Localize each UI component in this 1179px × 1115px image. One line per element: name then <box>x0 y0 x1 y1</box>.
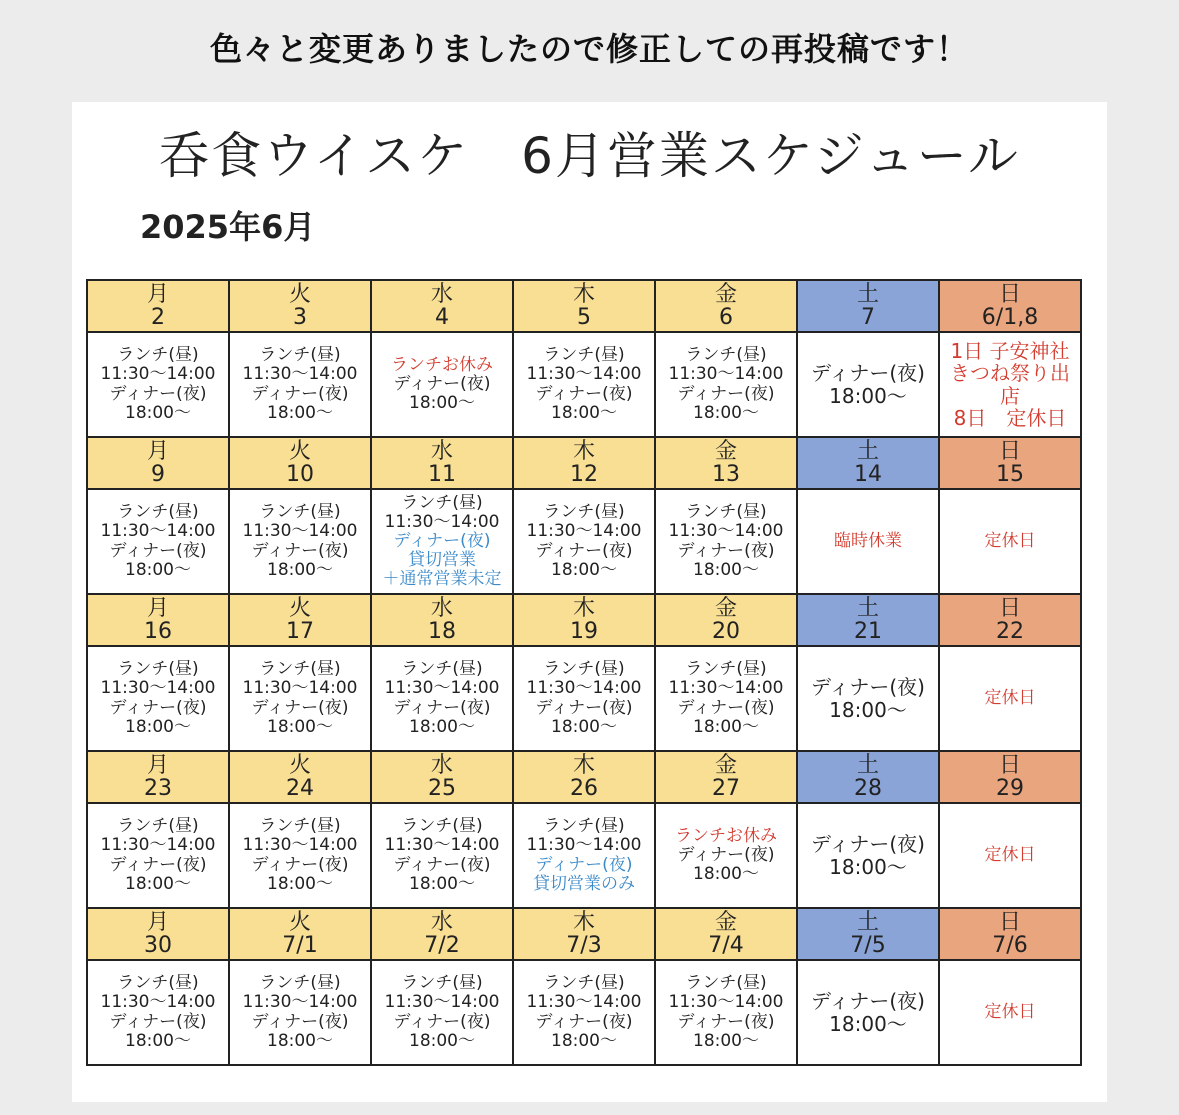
day-header-mon <box>87 751 229 803</box>
hours-text: ディナー(夜) <box>393 854 491 875</box>
hours-text: 11:30〜14:00 <box>526 835 642 856</box>
day-header-sun <box>939 751 1081 803</box>
hours-text: 18:00〜 <box>125 559 191 580</box>
day-header-wed <box>371 751 513 803</box>
hours-text: 11:30〜14:00 <box>526 992 642 1013</box>
weekday-label: 月 <box>146 281 169 307</box>
weekday-label: 木 <box>572 438 595 464</box>
hours-text: 18:00〜 <box>125 1030 191 1051</box>
week-header-row <box>87 751 1081 803</box>
hours-text: ランチ(昼) <box>117 659 199 680</box>
date-label: 7/6 <box>992 933 1028 958</box>
hours-text: ディナー(夜) <box>810 832 925 857</box>
hours-text: 18:00〜 <box>693 716 759 737</box>
hours-text: ディナー(夜) <box>109 854 207 875</box>
hours-text: ランチお休み <box>675 825 777 846</box>
day-header-mon <box>87 280 229 332</box>
day-header-wed <box>371 280 513 332</box>
weekday-label: 水 <box>430 595 453 621</box>
weekday-label: 日 <box>998 595 1021 621</box>
day-hours-cell <box>939 803 1081 908</box>
hours-text: 18:00〜 <box>409 716 475 737</box>
hours-text: 臨時休業 <box>834 530 902 551</box>
hours-text: 18:00〜 <box>693 864 759 885</box>
hours-text: 11:30〜14:00 <box>668 364 784 385</box>
hours-text: 11:30〜14:00 <box>668 992 784 1013</box>
hours-text: ランチ(昼) <box>117 973 199 994</box>
weekday-label: 日 <box>998 438 1021 464</box>
hours-text: ディナー(夜) <box>393 1011 491 1032</box>
hours-text: 18:00〜 <box>829 697 907 722</box>
hours-text: 18:00〜 <box>409 393 475 414</box>
weekday-label: 水 <box>430 281 453 307</box>
hours-text: 11:30〜14:00 <box>384 678 500 699</box>
hours-text: 貸切営業 <box>408 550 476 571</box>
weekday-label: 木 <box>572 595 595 621</box>
weekday-label: 木 <box>572 281 595 307</box>
hours-text: ディナー(夜) <box>677 1011 775 1032</box>
hours-text: ディナー(夜) <box>810 361 925 386</box>
schedule-card <box>72 102 1107 1102</box>
day-hours-cell <box>513 960 655 1065</box>
hours-text: 18:00〜 <box>693 1030 759 1051</box>
weekday-label: 日 <box>998 281 1021 307</box>
hours-text: 11:30〜14:00 <box>384 835 500 856</box>
week-hours-row <box>87 960 1081 1065</box>
hours-text: 8日 定休日 <box>953 405 1067 430</box>
weekday-label: 金 <box>714 281 737 307</box>
date-label: 18 <box>428 619 456 644</box>
hours-text: ディナー(夜) <box>535 1011 633 1032</box>
weekday-label: 土 <box>856 909 879 935</box>
hours-text: ディナー(夜) <box>677 844 775 865</box>
hours-text: 18:00〜 <box>267 559 333 580</box>
hours-text: ディナー(夜) <box>677 540 775 561</box>
hours-text: ディナー(夜) <box>251 697 349 718</box>
hours-text: 11:30〜14:00 <box>242 521 358 542</box>
weekday-label: 月 <box>146 752 169 778</box>
hours-text: 18:00〜 <box>267 716 333 737</box>
day-header-tue <box>229 594 371 646</box>
hours-text: ランチお休み <box>391 354 493 375</box>
schedule-month: 2025年6月 <box>140 208 316 246</box>
date-label: 7/3 <box>566 933 602 958</box>
hours-text: ディナー(夜) <box>109 383 207 404</box>
day-header-thu <box>513 437 655 489</box>
hours-text: ディナー(夜) <box>109 697 207 718</box>
day-hours-cell <box>939 489 1081 594</box>
day-hours-cell <box>797 646 939 751</box>
day-header-sat <box>797 594 939 646</box>
day-hours-cell <box>655 489 797 594</box>
hours-text: 18:00〜 <box>551 402 617 423</box>
hours-text: ランチ(昼) <box>401 492 483 513</box>
hours-text: ディナー(夜) <box>535 540 633 561</box>
hours-text: 18:00〜 <box>267 1030 333 1051</box>
day-hours-cell <box>513 803 655 908</box>
date-label: 22 <box>996 619 1024 644</box>
date-label: 6 <box>719 305 733 330</box>
hours-text: 11:30〜14:00 <box>100 678 216 699</box>
hours-text: 18:00〜 <box>125 873 191 894</box>
day-hours-cell <box>229 332 371 437</box>
hours-text: 11:30〜14:00 <box>242 835 358 856</box>
hours-text: 18:00〜 <box>551 1030 617 1051</box>
date-label: 20 <box>712 619 740 644</box>
hours-text: ランチ(昼) <box>117 816 199 837</box>
day-hours-cell <box>371 646 513 751</box>
hours-text: ランチ(昼) <box>543 973 625 994</box>
weekday-label: 火 <box>288 438 311 464</box>
hours-text: ランチ(昼) <box>401 816 483 837</box>
weekday-label: 火 <box>288 281 311 307</box>
date-label: 3 <box>293 305 307 330</box>
day-hours-cell <box>939 332 1081 437</box>
day-hours-cell <box>797 803 939 908</box>
day-header-mon <box>87 594 229 646</box>
weekday-label: 土 <box>856 438 879 464</box>
day-hours-cell <box>229 489 371 594</box>
weekday-label: 日 <box>998 752 1021 778</box>
day-header-tue <box>229 437 371 489</box>
hours-text: ランチ(昼) <box>401 659 483 680</box>
hours-text: ディナー(夜) <box>251 854 349 875</box>
day-hours-cell <box>87 803 229 908</box>
day-hours-cell <box>87 646 229 751</box>
date-label: 17 <box>286 619 314 644</box>
hours-text: きつね祭り出 <box>950 361 1070 386</box>
hours-text: 11:30〜14:00 <box>526 364 642 385</box>
date-label: 15 <box>996 462 1024 487</box>
day-header-sat <box>797 908 939 960</box>
hours-text: ディナー(夜) <box>393 530 491 551</box>
date-label: 7 <box>861 305 875 330</box>
hours-text: 18:00〜 <box>125 716 191 737</box>
schedule-title: 呑食ウイスケ 6月営業スケジュール <box>159 127 1020 185</box>
day-hours-cell <box>229 803 371 908</box>
week-header-row <box>87 280 1081 332</box>
weekday-label: 土 <box>856 752 879 778</box>
date-label: 30 <box>144 933 172 958</box>
hours-text: 11:30〜14:00 <box>100 992 216 1013</box>
hours-text: ランチ(昼) <box>685 973 767 994</box>
day-header-mon <box>87 437 229 489</box>
hours-text: 18:00〜 <box>829 1011 907 1036</box>
date-label: 29 <box>996 776 1024 801</box>
date-label: 10 <box>286 462 314 487</box>
hours-text: ディナー(夜) <box>677 383 775 404</box>
hours-text: 18:00〜 <box>551 716 617 737</box>
hours-text: ディナー(夜) <box>393 373 491 394</box>
weekday-label: 日 <box>998 909 1021 935</box>
day-hours-cell <box>797 489 939 594</box>
hours-text: 18:00〜 <box>409 1030 475 1051</box>
hours-text: 11:30〜14:00 <box>242 678 358 699</box>
hours-text: ランチ(昼) <box>401 973 483 994</box>
weekday-label: 火 <box>288 752 311 778</box>
day-hours-cell <box>797 960 939 1065</box>
day-header-sat <box>797 437 939 489</box>
date-label: 26 <box>570 776 598 801</box>
hours-text: ディナー(夜) <box>109 540 207 561</box>
weekday-label: 金 <box>714 438 737 464</box>
day-hours-cell <box>797 332 939 437</box>
hours-text: 11:30〜14:00 <box>668 521 784 542</box>
hours-text: 11:30〜14:00 <box>384 992 500 1013</box>
hours-text: 11:30〜14:00 <box>100 521 216 542</box>
day-hours-cell <box>939 646 1081 751</box>
day-header-sun <box>939 280 1081 332</box>
week-header-row <box>87 437 1081 489</box>
hours-text: ランチ(昼) <box>543 659 625 680</box>
day-hours-cell <box>513 489 655 594</box>
date-label: 16 <box>144 619 172 644</box>
day-header-fri <box>655 908 797 960</box>
weekday-label: 月 <box>146 909 169 935</box>
day-hours-cell <box>371 489 513 594</box>
week-hours-row <box>87 332 1081 437</box>
hours-text: 11:30〜14:00 <box>100 835 216 856</box>
date-label: 28 <box>854 776 882 801</box>
day-header-fri <box>655 437 797 489</box>
hours-text: ディナー(夜) <box>535 383 633 404</box>
day-hours-cell <box>371 332 513 437</box>
date-label: 19 <box>570 619 598 644</box>
hours-text: 18:00〜 <box>267 873 333 894</box>
hours-text: 定休日 <box>984 530 1036 551</box>
day-header-mon <box>87 908 229 960</box>
hours-text: ディナー(夜) <box>393 697 491 718</box>
day-header-sat <box>797 751 939 803</box>
day-header-tue <box>229 751 371 803</box>
week-header-row <box>87 594 1081 646</box>
weekday-label: 月 <box>146 595 169 621</box>
week-header-row <box>87 908 1081 960</box>
day-header-fri <box>655 751 797 803</box>
hours-text: 定休日 <box>984 844 1036 865</box>
date-label: 6/1,8 <box>981 305 1039 330</box>
day-header-tue <box>229 908 371 960</box>
day-header-tue <box>229 280 371 332</box>
weekday-label: 火 <box>288 595 311 621</box>
weekday-label: 月 <box>146 438 169 464</box>
weekday-label: 金 <box>714 595 737 621</box>
hours-text: ランチ(昼) <box>685 345 767 366</box>
date-label: 7/4 <box>708 933 744 958</box>
date-label: 7/5 <box>850 933 886 958</box>
hours-text: 11:30〜14:00 <box>242 364 358 385</box>
day-header-thu <box>513 280 655 332</box>
weekday-label: 水 <box>430 909 453 935</box>
week-hours-row <box>87 803 1081 908</box>
date-label: 2 <box>151 305 165 330</box>
weekday-label: 火 <box>288 909 311 935</box>
hours-text: 18:00〜 <box>125 402 191 423</box>
hours-text: ランチ(昼) <box>117 345 199 366</box>
weekday-label: 土 <box>856 281 879 307</box>
hours-text: ランチ(昼) <box>259 502 341 523</box>
date-label: 12 <box>570 462 598 487</box>
hours-text: ディナー(夜) <box>810 989 925 1014</box>
week-hours-row <box>87 646 1081 751</box>
hours-text: ランチ(昼) <box>543 816 625 837</box>
hours-text: 18:00〜 <box>829 383 907 408</box>
hours-text: ランチ(昼) <box>259 816 341 837</box>
day-hours-cell <box>87 960 229 1065</box>
date-label: 27 <box>712 776 740 801</box>
date-label: 9 <box>151 462 165 487</box>
hours-text: ランチ(昼) <box>259 659 341 680</box>
date-label: 4 <box>435 305 449 330</box>
hours-text: 店 <box>1000 383 1020 408</box>
day-header-wed <box>371 437 513 489</box>
hours-text: 貸切営業のみ <box>533 873 635 894</box>
hours-text: 1日 子安神社 <box>950 338 1070 363</box>
hours-text: 11:30〜14:00 <box>668 678 784 699</box>
hours-text: ディナー(夜) <box>251 1011 349 1032</box>
hours-text: 18:00〜 <box>551 559 617 580</box>
day-hours-cell <box>229 646 371 751</box>
day-hours-cell <box>655 960 797 1065</box>
hours-text: ディナー(夜) <box>810 675 925 700</box>
hours-text: 定休日 <box>984 1001 1036 1022</box>
hours-text: ランチ(昼) <box>259 345 341 366</box>
date-label: 13 <box>712 462 740 487</box>
day-hours-cell <box>655 646 797 751</box>
date-label: 24 <box>286 776 314 801</box>
day-header-sun <box>939 437 1081 489</box>
day-header-wed <box>371 594 513 646</box>
hours-text: ディナー(夜) <box>251 383 349 404</box>
date-label: 7/2 <box>424 933 460 958</box>
hours-text: 18:00〜 <box>829 854 907 879</box>
weekday-label: 木 <box>572 752 595 778</box>
date-label: 5 <box>577 305 591 330</box>
hours-text: ランチ(昼) <box>259 973 341 994</box>
day-header-sun <box>939 908 1081 960</box>
hours-text: 18:00〜 <box>693 402 759 423</box>
date-label: 21 <box>854 619 882 644</box>
day-hours-cell <box>87 332 229 437</box>
day-header-thu <box>513 908 655 960</box>
hours-text: ＋通常営業未定 <box>382 569 502 590</box>
weekday-label: 水 <box>430 752 453 778</box>
hours-text: ディナー(夜) <box>677 697 775 718</box>
day-header-sun <box>939 594 1081 646</box>
date-label: 23 <box>144 776 172 801</box>
hours-text: ランチ(昼) <box>117 502 199 523</box>
date-label: 25 <box>428 776 456 801</box>
day-header-thu <box>513 751 655 803</box>
date-label: 7/1 <box>282 933 318 958</box>
weekday-label: 水 <box>430 438 453 464</box>
day-hours-cell <box>939 960 1081 1065</box>
day-hours-cell <box>371 803 513 908</box>
hours-text: 11:30〜14:00 <box>242 992 358 1013</box>
date-label: 11 <box>428 462 456 487</box>
hours-text: ランチ(昼) <box>685 659 767 680</box>
hours-text: ランチ(昼) <box>543 345 625 366</box>
day-hours-cell <box>513 332 655 437</box>
hours-text: 18:00〜 <box>693 559 759 580</box>
hours-text: 11:30〜14:00 <box>384 511 500 532</box>
hours-text: ランチ(昼) <box>543 502 625 523</box>
hours-text: ディナー(夜) <box>535 854 633 875</box>
hours-text: ディナー(夜) <box>251 540 349 561</box>
day-header-wed <box>371 908 513 960</box>
hours-text: 11:30〜14:00 <box>526 521 642 542</box>
day-header-thu <box>513 594 655 646</box>
date-label: 14 <box>854 462 882 487</box>
day-hours-cell <box>655 332 797 437</box>
week-hours-row <box>87 489 1081 594</box>
day-header-fri <box>655 280 797 332</box>
hours-text: 11:30〜14:00 <box>100 364 216 385</box>
weekday-label: 金 <box>714 909 737 935</box>
day-hours-cell <box>371 960 513 1065</box>
weekday-label: 金 <box>714 752 737 778</box>
hours-text: ディナー(夜) <box>109 1011 207 1032</box>
hours-text: 11:30〜14:00 <box>526 678 642 699</box>
weekday-label: 土 <box>856 595 879 621</box>
day-hours-cell <box>513 646 655 751</box>
day-hours-cell <box>87 489 229 594</box>
weekday-label: 木 <box>572 909 595 935</box>
day-hours-cell <box>229 960 371 1065</box>
hours-text: 定休日 <box>984 687 1036 708</box>
post-headline: 色々と変更ありましたので修正しての再投稿です！ <box>209 30 969 68</box>
schedule-calendar <box>86 279 1082 1066</box>
day-hours-cell <box>655 803 797 908</box>
hours-text: ランチ(昼) <box>685 502 767 523</box>
day-header-fri <box>655 594 797 646</box>
hours-text: ディナー(夜) <box>535 697 633 718</box>
hours-text: 18:00〜 <box>267 402 333 423</box>
hours-text: 18:00〜 <box>409 873 475 894</box>
day-header-sat <box>797 280 939 332</box>
